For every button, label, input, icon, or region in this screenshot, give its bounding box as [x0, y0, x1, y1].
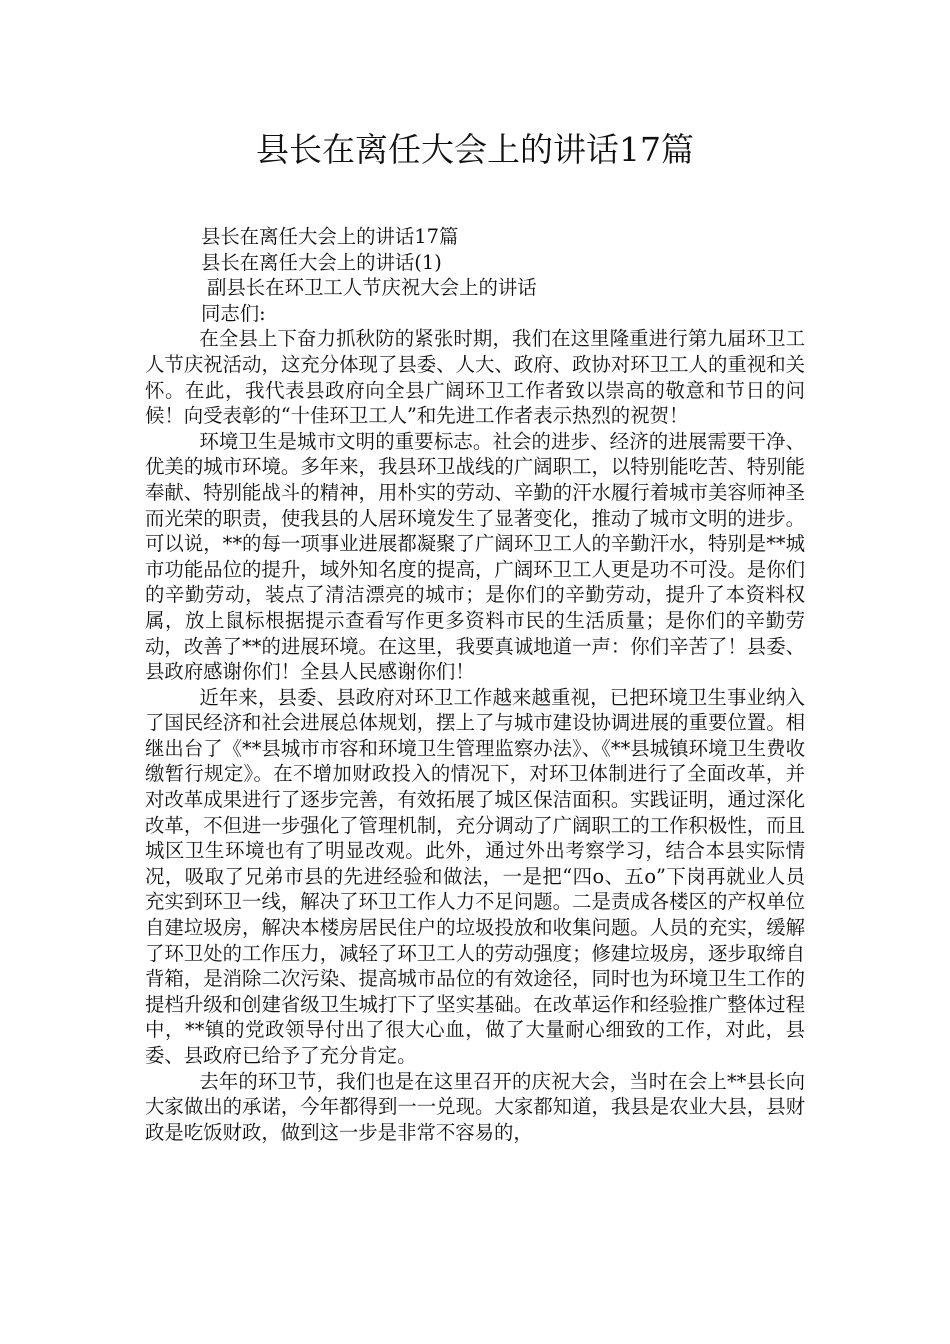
header-line-1: 县长在离任大会上的讲话17篇: [201, 225, 459, 248]
document-body: [145, 224, 805, 1145]
paragraph-2: 环境卫生是城市文明的重要标志。社会的进步、经济的进展需要干净、优美的城市环境。多年来，我县环卫战线的广阔职工，以特别能吃苦、特别能奉献、特别能战斗的精神，用朴实的劳动、辛勤的汗水履行着城市美容师神圣而光荣的职责，使我县的人居环境发生了显著变化，推动了城市文明的进步。可以说，**的每一项事业进展都凝聚了广阔环卫工人的辛勤汗水，特别是**城市功能品位的提升，域外知名度的提高，广阔环卫工人更是功不可没。是你们的辛勤劳动，装点了清洁漂亮的城市；是你们的辛勤劳动，提升了本资料权属，放上鼠标根据提示查看写作更多资料市民的生活质量；是你们的辛勤劳动，改善了**的进展环境。在这里，我要真诚地道一声：你们辛苦了！县委、县政府感谢你们！全县人民感谢你们！: [145, 429, 805, 684]
paragraph-1: 在全县上下奋力抓秋防的紧张时期，我们在这里隆重进行第九届环卫工人节庆祝活动，这充分体现了县委、人大、政府、政协对环卫工人的重视和关怀。在此，我代表县政府向全县广阔环卫工作者致以崇高的敬意和节日的问候！向受表彰的“十佳环卫工人”和先进工作者表示热烈的祝贺！: [145, 327, 805, 428]
paragraph-3: 近年来，县委、县政府对环卫工作越来越重视，已把环境卫生事业纳入了国民经济和社会进展总体规划，摆上了与城市建设协调进展的重要位置。相继出台了《**县城市市容和环境卫生管理监察办法》、《**县城镇环境卫生费收缴暂行规定》。在不增加财政投入的情况下，对环卫体制进行了全面改革，并对改革成果进行了逐步完善，有效拓展了城区保洁面积。实践证明，通过深化改革，不但进一步强化了管理机制，充分调动了广阔职工的工作积极性，而且城区卫生环境也有了明显改观。此外，通过外出考察学习，结合本县实际情况，吸取了兄弟市县的先进经验和做法，一是把“四o、五o”下岗再就业人员充实到环卫一线，解决了环卫工作人力不足问题。二是责成各楼区的产权单位自建垃圾房，解决本楼房居民住户的垃圾投放和收集问题。人员的充实，缓解了环卫处的工作压力，减轻了环卫工人的劳动强度；修建垃圾房，逐步取缔自背箱，是消除二次污染、提高城市品位的有效途径，同时也为环境卫生工作的提档升级和创建省级卫生城打下了坚实基础。在改革运作和经验推广整体过程中，**镇的党政领导付出了很大心血，做了大量耐心细致的工作，对此，县委、县政府已给予了充分肯定。: [145, 685, 805, 1067]
paragraph-4: 去年的环卫节，我们也是在这里召开的庆祝大会，当时在会上**县长向大家做出的承诺，今年都得到一一兑现。大家都知道，我县是农业大县，县财政是吃饭财政，做到这一步是非常不容易的，: [145, 1069, 805, 1144]
salutation: 同志们:: [201, 301, 266, 325]
header-line-2: 县长在离任大会上的讲话(1): [201, 250, 442, 274]
document-title: 县长在离任大会上的讲话17篇: [256, 130, 694, 169]
header-line-3: 副县长在环卫工人节庆祝大会上的讲话: [207, 276, 537, 300]
